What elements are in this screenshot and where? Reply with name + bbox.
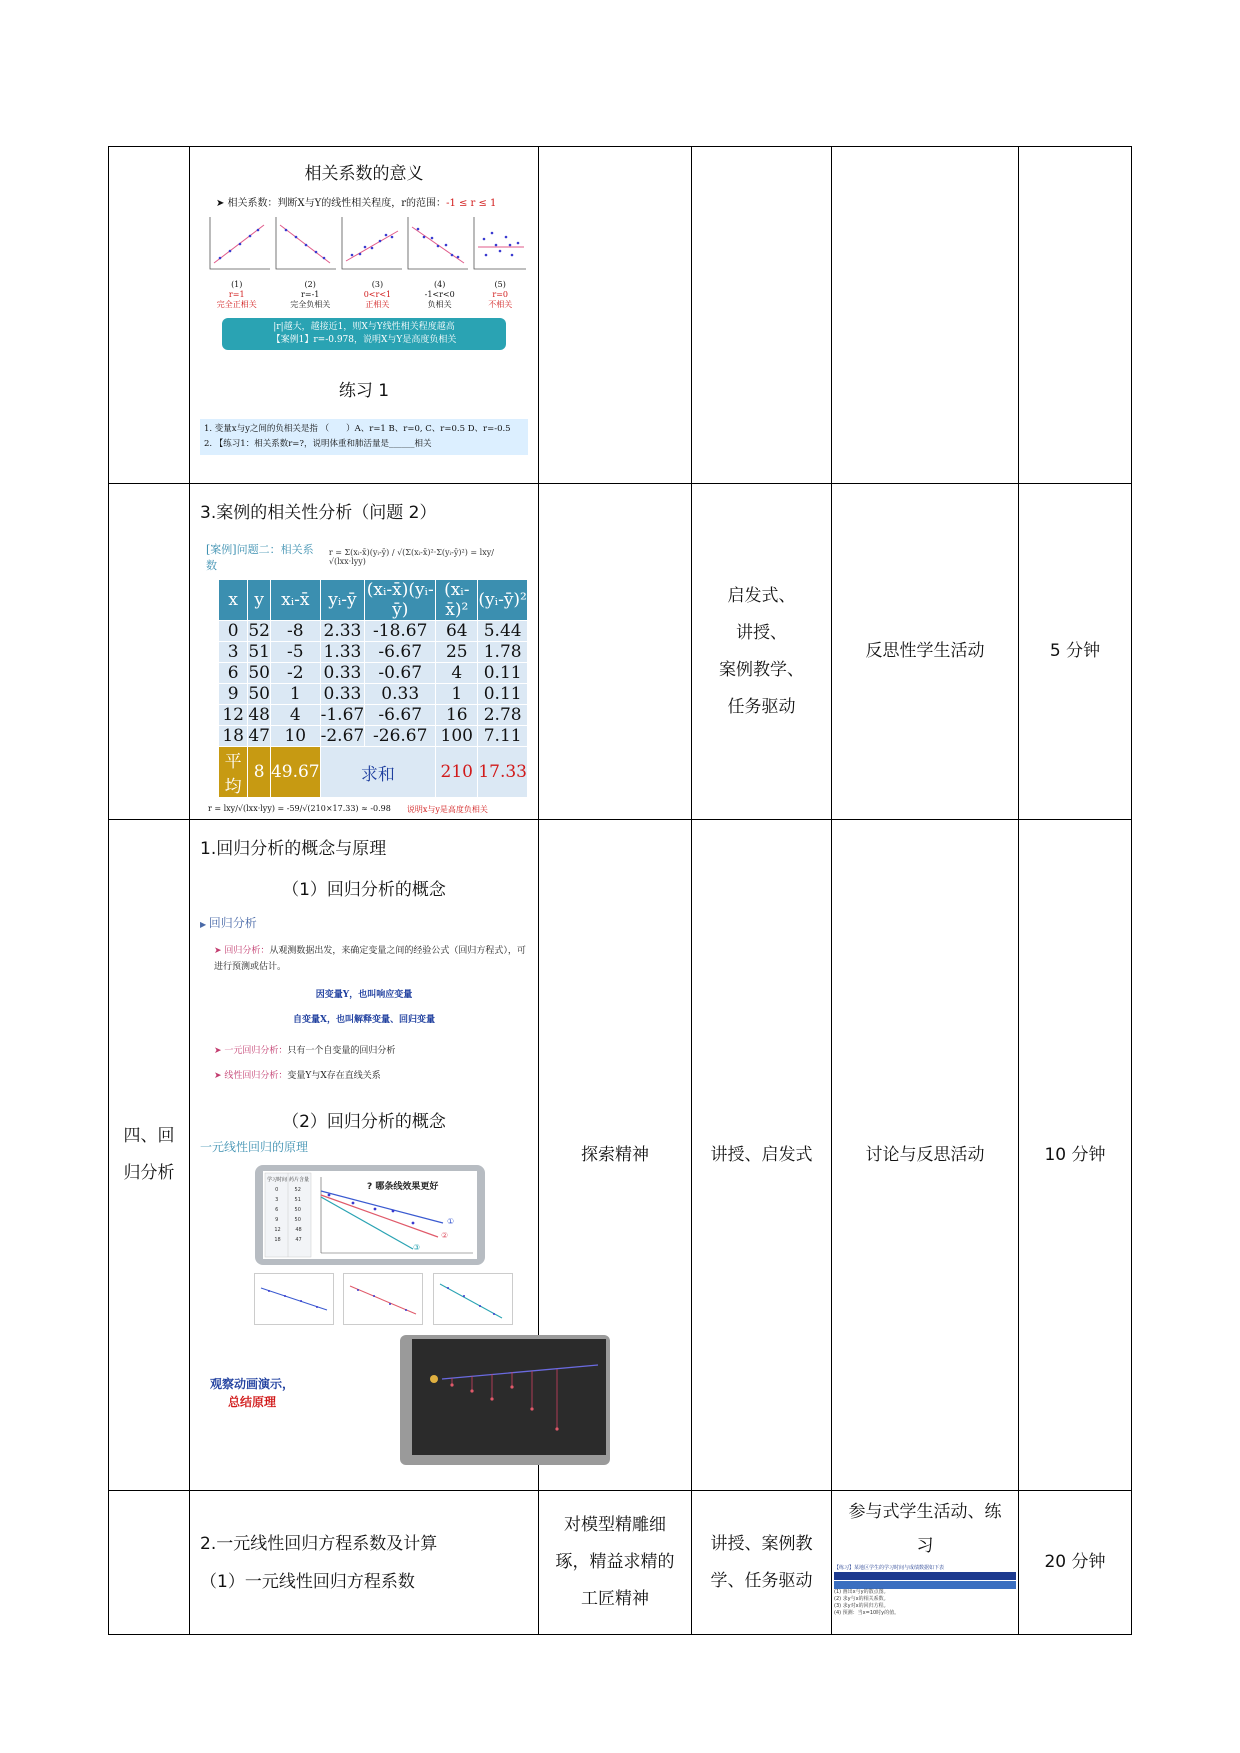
table-row: 12 48 4 -1.67 -6.67 16 2.78 bbox=[219, 705, 528, 726]
tablet-table: 学习时间 药片含量 0 52 3 51 6 50 9 50 12 48 18 47 bbox=[267, 1177, 309, 1243]
method-cell: 启发式、 讲授、 案例教学、 任务驱动 bbox=[692, 484, 832, 820]
intro-text: ➤ 相关系数：判断X与Y的线性相关程度，r的范围： bbox=[216, 198, 447, 209]
lesson-plan-table bbox=[108, 146, 1132, 1635]
mini-plots bbox=[254, 1273, 528, 1325]
scatter-plots bbox=[200, 215, 529, 275]
regression-heading: ▶ 回归分析 bbox=[200, 916, 257, 930]
tablet-question: ? 哪条线效果更好 bbox=[367, 1182, 439, 1192]
content-cell bbox=[190, 484, 539, 820]
table-row: 0 52 -8 2.33 -18.67 64 5.44 bbox=[219, 621, 528, 642]
mini-plot-3 bbox=[433, 1273, 513, 1325]
table-row bbox=[109, 147, 1132, 484]
section-cell bbox=[109, 1491, 190, 1635]
activity-cell: 讨论与反思活动 bbox=[832, 820, 1019, 1491]
activity-cell: 反思性学生活动 bbox=[832, 484, 1019, 820]
time-cell bbox=[1019, 147, 1132, 484]
r-conclusion: 说明x与y是高度负相关 bbox=[406, 805, 488, 814]
content-title: 相关系数的意义 bbox=[304, 164, 424, 184]
principle-heading: 一元线性回归的原理 bbox=[200, 1140, 309, 1154]
content-cell bbox=[190, 1491, 539, 1635]
linear-regression: ➤ 线性回归分析：变量Y与X存在直线关系 bbox=[214, 1071, 381, 1081]
spirit-cell bbox=[539, 147, 692, 484]
method-cell: 讲授、启发式 bbox=[692, 820, 832, 1491]
summary-box bbox=[222, 318, 506, 350]
content-title: 1.回归分析的概念与原理 bbox=[200, 839, 387, 859]
activity-cell: 参与式学生活动、练 习 【练习】某地区学生的学习时间与成绩数据如下表 (1) 画出x与y的散点图。 (2) 求y与x的相关系数。 (3) 求y对x的回归方程。 (4) 预测：当x=10时y的值。 bbox=[832, 1491, 1019, 1635]
mini-plot-2 bbox=[343, 1273, 423, 1325]
table-row: 18 47 10 -2.67 -26.67 100 7.11 bbox=[219, 726, 528, 747]
animation-section bbox=[200, 1335, 528, 1467]
independent-var: 自变量X，也叫解释变量、回归变量 bbox=[293, 1015, 435, 1025]
scatter-label-4: (4) -1<r<0 负相关 bbox=[424, 280, 455, 309]
animation-caption: 观察动画演示， 总结原理 bbox=[210, 1377, 295, 1409]
line-marker-1: ① bbox=[447, 1217, 455, 1226]
animation-screen bbox=[400, 1335, 610, 1465]
content-title: 3.案例的相关性分析（问题 2） bbox=[200, 503, 437, 523]
data-table bbox=[218, 579, 528, 798]
intro-range: -1 ≤ r ≤ 1 bbox=[446, 198, 497, 209]
line-marker-3: ③ bbox=[413, 1243, 421, 1252]
spirit-cell bbox=[539, 484, 692, 820]
mini-plot-1 bbox=[254, 1273, 334, 1325]
correlation-slide bbox=[200, 194, 528, 350]
exercise-box bbox=[200, 419, 528, 455]
time-cell: 10 分钟 bbox=[1019, 820, 1132, 1491]
sub-title-1: （1）一元线性回归方程系数 bbox=[200, 1571, 415, 1592]
scatter-label-1: (1) r=1 完全正相关 bbox=[216, 280, 257, 309]
data-table-header: x y xᵢ-x̄ yᵢ-ȳ (xᵢ-x̄)(yᵢ-ȳ) (xᵢ-x̄)² (yᵢ-ȳ)² bbox=[219, 580, 528, 621]
content-cell bbox=[190, 820, 539, 1491]
scatter-line-2 bbox=[280, 225, 330, 263]
r-result bbox=[208, 804, 528, 815]
section-cell bbox=[109, 484, 190, 820]
table-row: 3 51 -5 1.33 -6.67 25 1.78 bbox=[219, 642, 528, 663]
scatter-label-3: (3) 0<r<1 正相关 bbox=[363, 280, 392, 309]
scatter-3 bbox=[342, 217, 402, 269]
method-cell bbox=[692, 147, 832, 484]
spirit-cell: 对模型精雕细 琢，精益求精的 工匠精神 bbox=[539, 1491, 692, 1635]
tablet-figure bbox=[255, 1165, 485, 1265]
scatter-label-5: (5) r=0 不相关 bbox=[488, 280, 513, 309]
line-marker-2: ② bbox=[441, 1231, 449, 1240]
case-heading: [案例]问题二：相关系数 bbox=[206, 543, 314, 572]
sub-title-2: （2）回归分析的概念 bbox=[282, 1112, 446, 1132]
table-row: 6 50 -2 0.33 -0.67 4 0.11 bbox=[219, 663, 528, 684]
time-cell: 20 分钟 bbox=[1019, 1491, 1132, 1635]
animation-chart bbox=[412, 1339, 606, 1455]
table-row bbox=[109, 484, 1132, 820]
activity-cell bbox=[832, 147, 1019, 484]
case-header bbox=[206, 541, 528, 573]
scatter-4 bbox=[408, 217, 468, 269]
section-cell: 四、回 归分析 bbox=[109, 820, 190, 1491]
regression-definition: ➤ 回归分析：从观测数据出发，来确定变量之间的经验公式（回归方程式），可进行预测或估计。 bbox=[214, 946, 526, 972]
method-cell: 讲授、案例教 学、任务驱动 bbox=[692, 1491, 832, 1635]
dependent-var: 因变量Y，也叫响应变量 bbox=[315, 990, 413, 1000]
r-calculation: r = lxy/√(lxx·lyy) = -59/√(210×17.33) ≈ -0.98 bbox=[208, 804, 391, 813]
exercise-title: 练习 1 bbox=[338, 381, 390, 401]
scatter-label-2: (2) r=-1 完全负相关 bbox=[290, 280, 331, 309]
table-row: 9 50 1 0.33 0.33 1 0.11 bbox=[219, 684, 528, 705]
scatter-points-5 bbox=[483, 232, 520, 257]
table-summary-row: 平均 8 49.67 求和 210 17.33 bbox=[219, 747, 528, 798]
scatter-points-4 bbox=[417, 228, 460, 259]
slide-intro bbox=[216, 194, 528, 209]
simple-regression: ➤ 一元回归分析：只有一个自变量的回归分析 bbox=[214, 1046, 396, 1056]
exercise-q2: 2. 【练习1：相关系数r=?，说明体重和肺活量是______相关 bbox=[204, 439, 432, 449]
scatter-line-3 bbox=[346, 231, 398, 261]
content-cell bbox=[190, 147, 539, 484]
section-cell bbox=[109, 147, 190, 484]
table-row bbox=[109, 820, 1132, 1491]
time-cell: 5 分钟 bbox=[1019, 484, 1132, 820]
summary-line-2: 【案例1】r=-0.978，说明X与Y是高度负相关 bbox=[271, 335, 457, 345]
content-title: 2.一元线性回归方程系数及计算 bbox=[200, 1533, 438, 1554]
summary-line-1: |r|越大，越接近1，则X与Y线性相关程度越高 bbox=[273, 322, 455, 332]
exercise-thumbnail: 【练习】某地区学生的学习时间与成绩数据如下表 (1) 画出x与y的散点图。 (2) 求y与x的相关系数。 (3) 求y对x的回归方程。 (4) 预测：当x=10时y的值。 bbox=[834, 1565, 1016, 1617]
spirit-cell: 探索精神 bbox=[539, 820, 692, 1491]
sub-title-1: （1）回归分析的概念 bbox=[282, 880, 446, 900]
scatter-labels bbox=[200, 280, 529, 310]
exercise-q1: 1. 变量x与y之间的负相关是指 （ ）A、r=1 B、r=0, C、r=0.5 D、r=-0.5 bbox=[204, 424, 511, 434]
table-row bbox=[109, 1491, 1132, 1635]
case-formula: r = Σ(xᵢ-x̄)(yᵢ-ȳ) / √(Σ(xᵢ-x̄)²·Σ(yᵢ-ȳ)²) = lxy/√(lxx·lyy) bbox=[328, 548, 494, 566]
